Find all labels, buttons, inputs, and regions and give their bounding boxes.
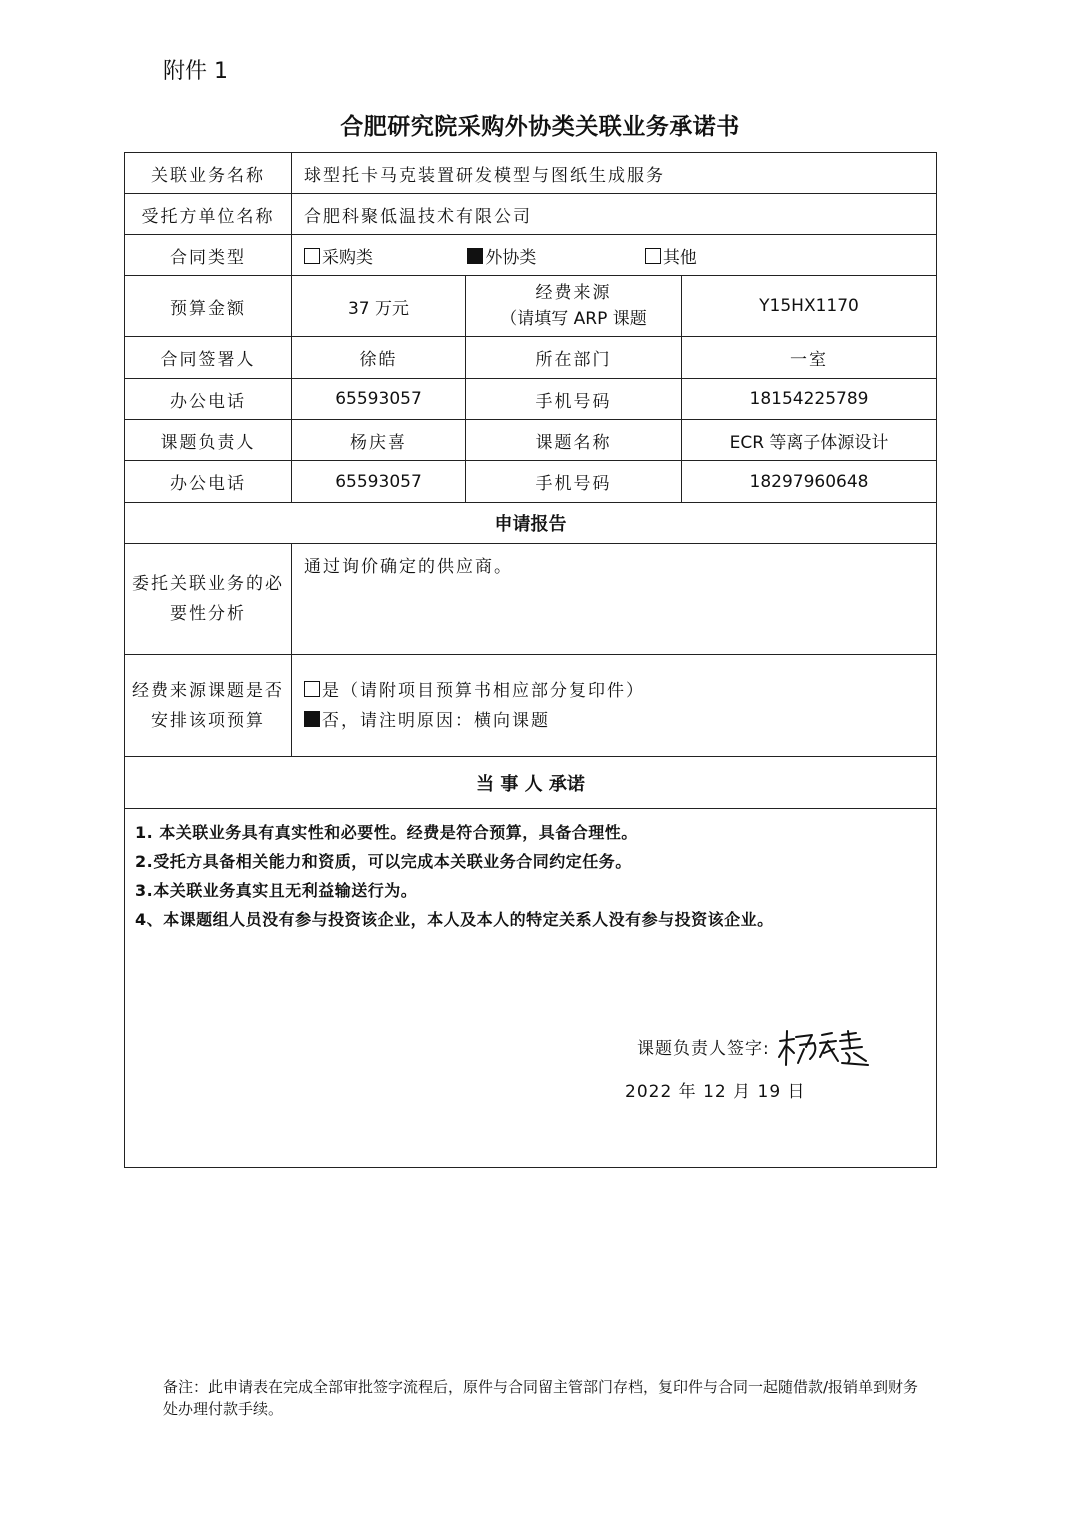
entrusted-unit-value: 合肥科聚低温技术有限公司 — [292, 194, 937, 235]
application-header: 申请报告 — [125, 503, 937, 544]
project-leader-value: 杨庆喜 — [292, 420, 466, 461]
signature-date: 2022 年 12 月 19 日 — [625, 1082, 806, 1102]
necessity-label — [125, 544, 292, 655]
document-title: 合肥研究院采购外协类关联业务承诺书 — [340, 114, 740, 140]
option-yes-label: 是（请附项目预算书相应部分复印件） — [322, 680, 645, 701]
office-phone-label-2: 办公电话 — [125, 461, 292, 503]
contract-type-label: 合同类型 — [125, 235, 292, 276]
option-yes[interactable] — [304, 676, 930, 706]
option-no-label: 否，请注明原因：横向课题 — [322, 710, 550, 731]
checkbox-filled-icon — [304, 711, 320, 727]
necessity-value: 通过询价确定的供应商。 — [292, 544, 937, 655]
checkbox-filled-icon — [467, 248, 483, 264]
office-phone-value-2: 65593057 — [292, 461, 466, 503]
row-necessity — [125, 544, 937, 655]
signature-label: 课题负责人签字: — [637, 1039, 770, 1059]
mobile-value-2: 18297960648 — [682, 461, 937, 503]
row-contact-1 — [125, 379, 937, 420]
option-outsourcing[interactable] — [467, 243, 639, 268]
option-no[interactable] — [304, 706, 930, 736]
footnote: 备注：此申请表在完成全部审批签字流程后，原件与合同留主管部门存档，复印件与合同一起随借款/报销单到财务处办理付款手续。 — [163, 1378, 919, 1418]
fund-source-value: Y15HX1170 — [682, 276, 937, 337]
row-signer — [125, 337, 937, 379]
fund-source-label-line1: 经费来源 — [535, 283, 612, 303]
mobile-label: 手机号码 — [466, 379, 682, 420]
option-other[interactable] — [645, 243, 697, 268]
handwritten-signature — [776, 1027, 872, 1071]
row-project — [125, 420, 937, 461]
pledge-item-2: 2.受托方具备相关能力和资质，可以完成本关联业务合同约定任务。 — [135, 852, 632, 871]
dept-label: 所在部门 — [466, 337, 682, 379]
pledge-item-4: 4、本课题组人员没有参与投资该企业，本人及本人的特定关系人没有参与投资该企业。 — [135, 910, 774, 929]
checkbox-empty-icon — [304, 681, 320, 697]
budget-label: 预算金额 — [125, 276, 292, 337]
checkbox-empty-icon — [645, 248, 661, 264]
row-budget — [125, 276, 937, 337]
option-purchase-label: 采购类 — [322, 247, 373, 268]
signer-label: 合同签署人 — [125, 337, 292, 379]
project-leader-label: 课题负责人 — [125, 420, 292, 461]
necessity-label-line2: 要性分析 — [170, 604, 246, 624]
row-budget-arranged — [125, 655, 937, 757]
dept-value: 一室 — [682, 337, 937, 379]
row-application-header — [125, 503, 937, 544]
attachment-label: 附件 1 — [163, 59, 228, 84]
row-pledge-body — [125, 809, 937, 1168]
option-purchase[interactable] — [304, 243, 462, 268]
budget-arranged-label — [125, 655, 292, 757]
row-contract-type — [125, 235, 937, 276]
pledge-body — [125, 809, 937, 1168]
row-pledge-header — [125, 757, 937, 809]
mobile-label-2: 手机号码 — [466, 461, 682, 503]
budget-arranged-options — [292, 655, 937, 757]
necessity-label-line1: 委托关联业务的必 — [132, 574, 284, 594]
checkbox-empty-icon — [304, 248, 320, 264]
signer-value: 徐皓 — [292, 337, 466, 379]
signature-row — [637, 1027, 872, 1071]
mobile-value: 18154225789 — [682, 379, 937, 420]
contract-type-options — [292, 235, 937, 276]
option-outsourcing-label: 外协类 — [485, 247, 537, 268]
office-phone-label: 办公电话 — [125, 379, 292, 420]
budget-value: 37 万元 — [292, 276, 466, 337]
commitment-form — [124, 152, 937, 1168]
fund-source-label-line2: （请填写 ARP 课题 — [500, 309, 647, 329]
row-contact-2 — [125, 461, 937, 503]
option-other-label: 其他 — [662, 247, 697, 268]
business-name-label: 关联业务名称 — [125, 153, 292, 194]
pledge-item-3: 3.本关联业务真实且无利益输送行为。 — [135, 881, 418, 900]
pledge-item-1: 1. 本关联业务具有真实性和必要性。经费是符合预算，具备合理性。 — [135, 823, 638, 842]
budget-arranged-label-line2: 安排该项预算 — [151, 710, 265, 731]
entrusted-unit-label: 受托方单位名称 — [125, 194, 292, 235]
project-name-label: 课题名称 — [466, 420, 682, 461]
row-business-name — [125, 153, 937, 194]
budget-arranged-label-line1: 经费来源课题是否 — [132, 680, 284, 701]
business-name-value: 球型托卡马克装置研发模型与图纸生成服务 — [292, 153, 937, 194]
pledge-header: 当 事 人 承诺 — [125, 757, 937, 809]
fund-source-label — [466, 276, 682, 337]
project-name-value: ECR 等离子体源设计 — [682, 420, 937, 461]
office-phone-value: 65593057 — [292, 379, 466, 420]
row-entrusted-unit — [125, 194, 937, 235]
